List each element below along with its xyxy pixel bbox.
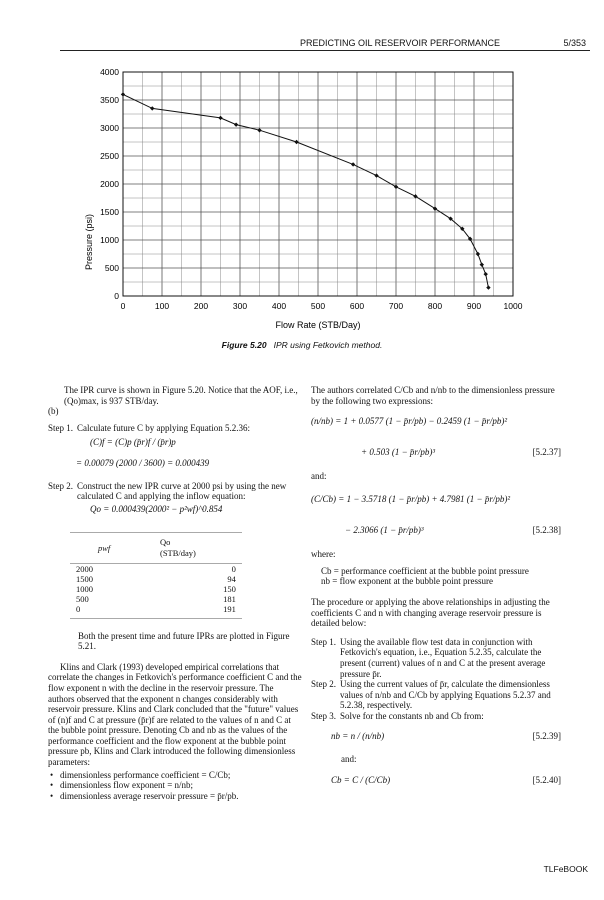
definition-nb: nb = flow exponent at the bubble point pressure — [321, 576, 494, 587]
ipr-curve — [123, 94, 488, 287]
paragraph-correlation: The authors correlated C/Cb and n/nb to the dimensionless pressure by the following two expressions: — [311, 385, 555, 406]
data-point — [394, 185, 398, 189]
chart-ticks — [100, 67, 523, 311]
equation-5-2-38-b: − 2.3066 (1 − p̄r/pb)³ — [345, 524, 424, 535]
data-point — [484, 272, 488, 276]
equation-5-2-39: nb = n / (n/nb) — [331, 731, 385, 742]
x-tick-label: 1000 — [503, 301, 523, 311]
page-number: 5/353 — [563, 38, 586, 48]
list-item: • dimensionless average reservoir pressure = p̄r/pb. — [60, 791, 302, 802]
x-tick-label: 700 — [388, 301, 404, 311]
table-cell-pwf: 500 — [76, 593, 89, 604]
equation-5-2-37-b-line — [311, 447, 561, 458]
table-row — [70, 594, 242, 604]
right-step-2-key: Step 2. — [311, 679, 337, 690]
equation-qo: Qo = 0.000439(2000² − p²wf)^0.854 — [90, 503, 223, 514]
y-tick-label: 0 — [114, 291, 119, 301]
x-tick-label: 100 — [154, 301, 170, 311]
right-step-1-key: Step 1. — [311, 636, 337, 647]
right-step-1-text: Using the available flow test data in conjunction with Fetkovich's equation, i.e., Equation 5.2.35, calculate the present (current) values of n and C at the present average pressure p̄r. — [340, 636, 546, 679]
right-step-3-text: Solve for the constants nb and Cb from: — [340, 710, 484, 721]
data-point — [234, 122, 238, 126]
right-step-2-text: Using the current values of p̄r, calculate the dimensionless values of n/nb and C/Cb by applying Equations 5.2.37 and 5.2.38, respectively. — [340, 679, 551, 711]
table-cell-pwf: 0 — [70, 604, 142, 619]
table-row — [70, 563, 242, 574]
equation-5-2-39-line — [311, 731, 561, 742]
paragraph-klins-clark: Klins and Clark (1993) developed empirical correlations that correlate the changes in Fetkovich's performance coefficient C and the flow exponent n with the decline in the reservoir pressure. The authors observed that the exponent n changes considerably with reservoir pressure. Klins and Clark concluded that the "future" values of (n)f and C at pressure (p̄r)f are related to the values of n and C at the bubble point pressure. Denoting Cb and nb as the values of the performance coefficient and the flow exponent at the bubble point pressure pb, Klins and Clark introduced the following dimensionless parameters: — [48, 661, 302, 768]
y-axis-label: Pressure (psi) — [84, 213, 94, 271]
table-cell-pwf: 1500 — [76, 573, 93, 584]
step-2-key: Step 2. — [48, 480, 74, 491]
y-tick-label: 3500 — [100, 95, 119, 105]
y-tick-label: 4000 — [100, 67, 119, 77]
data-point — [294, 140, 298, 144]
x-tick-label: 0 — [120, 301, 126, 311]
table-cell-qo: 191 — [142, 604, 242, 619]
data-point — [486, 285, 490, 289]
x-tick-label: 800 — [427, 301, 443, 311]
step-1-text: Calculate future C by applying Equation 5.2.36: — [77, 422, 250, 433]
step-2-text: Construct the new IPR curve at 2000 psi by using the new calculated C and applying the inflow equation: — [77, 480, 287, 502]
y-tick-label: 2000 — [100, 179, 119, 189]
equation-tag-38: [5.2.38] — [532, 524, 561, 535]
equation-5-2-38-a: (C/Cb) = 1 − 3.5718 (1 − p̄r/pb) + 4.7981 (1 − p̄r/pb)² — [311, 493, 511, 504]
and-label-2: and: — [341, 754, 357, 765]
x-axis-label: Flow Rate (STB/Day) — [275, 320, 361, 330]
list-item: • dimensionless flow exponent = n/nb; — [60, 780, 302, 791]
header-rule — [60, 50, 590, 51]
table-row — [70, 604, 242, 619]
equation-5-2-40-line — [311, 775, 561, 786]
data-point — [351, 162, 355, 166]
figure-label: Figure 5.20 — [221, 340, 267, 350]
figure-caption — [0, 340, 604, 350]
data-point — [257, 128, 261, 132]
x-tick-label: 900 — [466, 301, 482, 311]
equation-tag-37: [5.2.37] — [532, 446, 561, 457]
data-point — [121, 92, 125, 96]
right-step-1 — [311, 637, 561, 679]
right-step-2 — [311, 679, 561, 711]
y-tick-label: 1000 — [100, 235, 119, 245]
table-cell-pwf: 1000 — [76, 583, 93, 594]
table-header-pwf: pwf — [70, 533, 142, 563]
step-2 — [48, 481, 302, 502]
label-b: (b) — [48, 406, 59, 417]
header-title: PREDICTING OIL RESERVOIR PERFORMANCE — [300, 38, 501, 48]
table-cell-qo: 0 — [231, 563, 236, 574]
equation-tag-39: [5.2.39] — [532, 731, 561, 742]
table-row — [70, 574, 242, 584]
y-tick-label: 3000 — [100, 123, 119, 133]
right-column — [311, 385, 561, 785]
table-cell-pwf: 2000 — [76, 563, 93, 574]
table-cell-qo: 150 — [223, 583, 236, 594]
table-row — [70, 584, 242, 594]
data-point — [218, 116, 222, 120]
y-tick-label: 2500 — [100, 151, 119, 161]
paragraph-aof: The IPR curve is shown in Figure 5.20. Notice that the AOF, i.e., (Qo)max, is 937 STB/day. — [64, 385, 298, 406]
list-item: • dimensionless performance coefficient = C/Cb; — [60, 770, 302, 781]
x-tick-label: 500 — [310, 301, 326, 311]
equation-tag-40: [5.2.40] — [532, 774, 561, 785]
data-point — [374, 173, 378, 177]
x-tick-label: 300 — [232, 301, 248, 311]
equation-5-2-40: Cb = C / (C/Cb) — [331, 774, 391, 785]
equation-cf-value: = 0.00079 (2000 / 3600) = 0.000439 — [76, 457, 210, 468]
step-1-key: Step 1. — [48, 422, 74, 433]
x-tick-label: 600 — [349, 301, 365, 311]
data-point — [476, 252, 480, 256]
running-header — [300, 38, 586, 48]
step-1 — [48, 423, 302, 434]
ipr-chart — [0, 55, 604, 340]
data-point — [150, 106, 154, 110]
y-tick-label: 500 — [104, 263, 119, 273]
left-column — [48, 385, 302, 801]
where-label: where: — [311, 549, 336, 560]
and-label-1: and: — [311, 471, 327, 482]
x-tick-label: 400 — [271, 301, 287, 311]
equation-5-2-37-b: + 0.503 (1 − p̄r/pb)³ — [361, 446, 436, 457]
definition-cb: Cb = performance coefficient at the bubble point pressure — [321, 565, 529, 576]
equation-cf: (C)f = (C)p (p̄r)f / (p̄r)p — [90, 437, 176, 448]
qo-table — [70, 532, 242, 618]
chart-grid — [123, 72, 513, 296]
right-step-3 — [311, 711, 561, 722]
equation-5-2-37-a: (n/nb) = 1 + 0.0577 (1 − p̄r/pb) − 0.2459 (1 − p̄r/pb)² — [311, 416, 508, 427]
right-step-3-key: Step 3. — [311, 710, 337, 721]
paragraph-procedure: The procedure or applying the above relationships in adjusting the coefficients C and n with changing average reservoir pressure is detailed below: — [311, 596, 550, 629]
y-tick-label: 1500 — [100, 207, 119, 217]
dimensionless-list — [48, 770, 302, 802]
footer-mark: TLFeBOOK — [543, 864, 588, 874]
table-cell-qo: 94 — [227, 573, 236, 584]
table-header-qo: Qo (STB/day) — [142, 533, 242, 563]
figure-caption-text: IPR using Fetkovich method. — [273, 340, 383, 350]
equation-5-2-38-b-line — [311, 525, 561, 536]
table-cell-qo: 181 — [223, 593, 236, 604]
data-point — [480, 262, 484, 266]
paragraph-both-ipr: Both the present time and future IPRs are plotted in Figure 5.21. — [78, 630, 290, 652]
x-tick-label: 200 — [193, 301, 209, 311]
